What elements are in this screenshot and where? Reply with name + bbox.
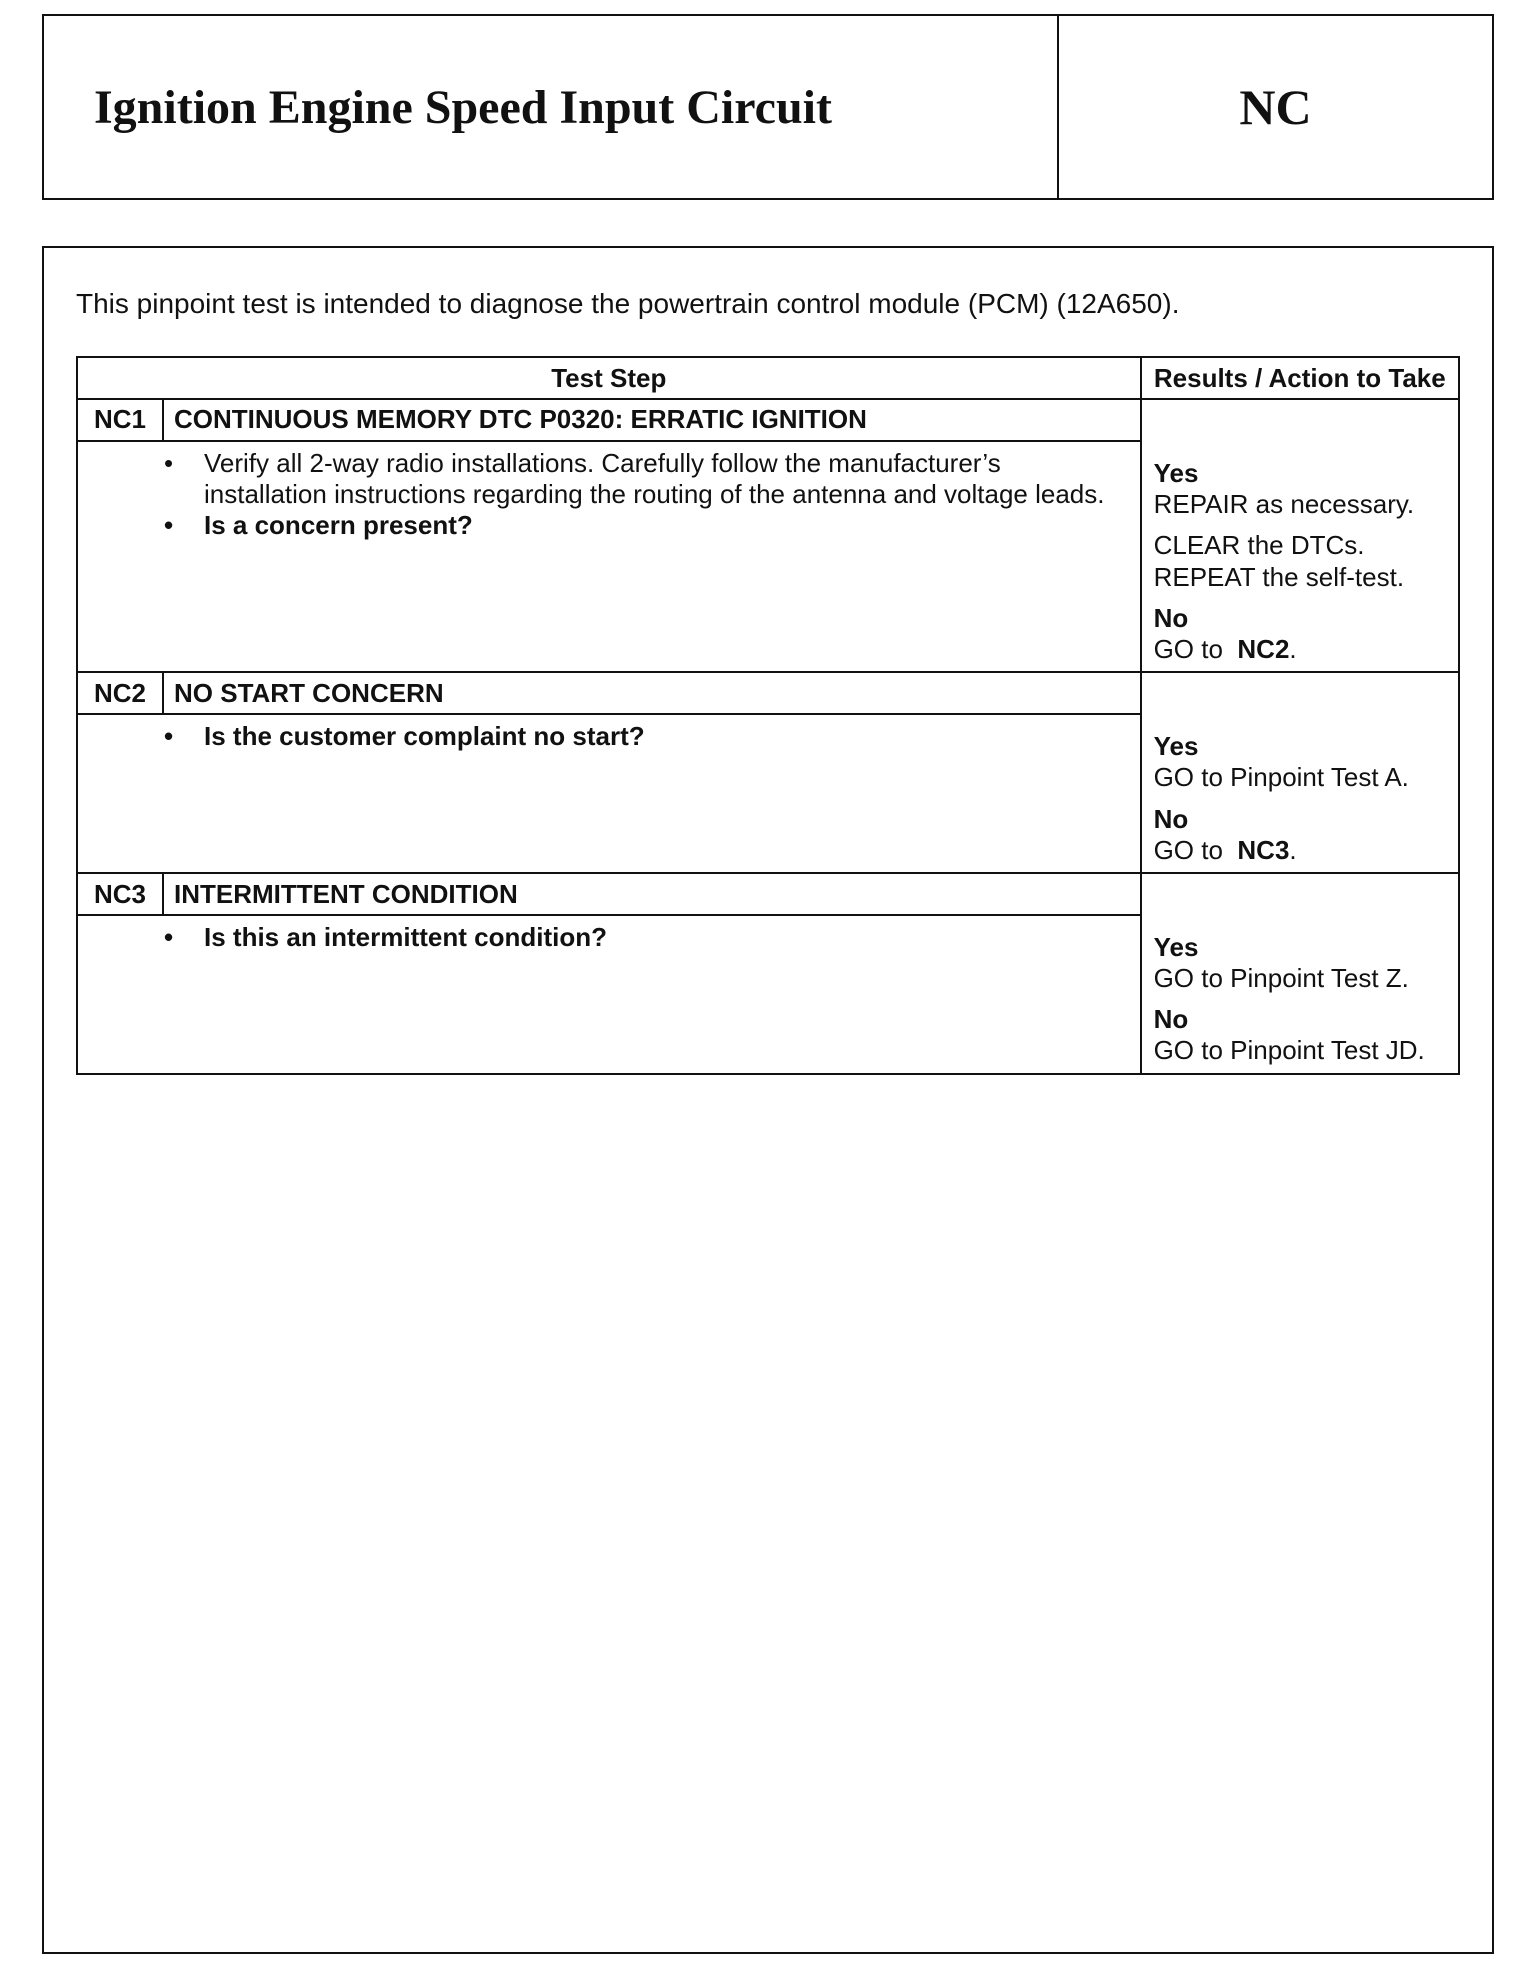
- step-question: • Is a concern present?: [158, 510, 1126, 541]
- no-label: No: [1153, 602, 1189, 633]
- step-body: [77, 714, 1141, 873]
- step-body: [77, 441, 1141, 672]
- step-results: [1141, 399, 1459, 672]
- no-action: [1154, 634, 1446, 665]
- test-step-header: Test Step: [77, 357, 1141, 399]
- step-title: CONTINUOUS MEMORY DTC P0320: ERRATIC IGNITION: [163, 399, 1141, 441]
- step-instruction: • Verify all 2-way radio installations. Carefully follow the manufacturer’s installation instructions regarding the routing of the antenna and voltage leads.: [158, 448, 1126, 510]
- yes-label: Yes: [1153, 458, 1199, 488]
- step-bullets: [158, 448, 1126, 542]
- yes-action: GO to Pinpoint Test A.: [1153, 762, 1409, 793]
- step-body: [77, 915, 1141, 1074]
- no-action-text: GO to: [1153, 834, 1223, 865]
- step-id: NC2: [77, 672, 163, 714]
- step-title-row: [77, 873, 1459, 915]
- section-code: NC: [1239, 79, 1312, 135]
- step-id: NC3: [77, 873, 163, 915]
- step-question: • Is the customer complaint no start?: [158, 721, 1126, 752]
- step-results: [1141, 672, 1459, 873]
- step-title-row: [77, 399, 1459, 441]
- no-action-end: .: [1289, 834, 1297, 865]
- no-label: No: [1153, 1004, 1189, 1035]
- step-reference: NC3: [1237, 834, 1290, 865]
- step-question: • Is this an intermittent condition?: [158, 922, 1126, 953]
- header-code-cell: [1059, 16, 1492, 198]
- yes-action: GO to Pinpoint Test Z.: [1153, 963, 1409, 994]
- test-panel: [42, 246, 1494, 1954]
- no-action-text: GO to: [1153, 633, 1223, 664]
- step-results: [1141, 873, 1459, 1074]
- step-title: NO START CONCERN: [163, 672, 1141, 714]
- intro-text: This pinpoint test is intended to diagnose the powertrain control module (PCM) (12A650).: [76, 288, 1180, 319]
- test-step-table: [76, 356, 1460, 1075]
- step-title-row: [77, 672, 1459, 714]
- table-header-row: [77, 357, 1459, 399]
- results-header: Results / Action to Take: [1141, 357, 1459, 399]
- step-id: NC1: [77, 399, 163, 441]
- no-action: [1154, 835, 1446, 866]
- step-title: INTERMITTENT CONDITION: [163, 873, 1141, 915]
- no-action: GO to Pinpoint Test JD.: [1153, 1035, 1425, 1066]
- step-bullets: [158, 922, 1126, 953]
- step-reference: NC2: [1237, 633, 1290, 664]
- yes-action: CLEAR the DTCs. REPEAT the self-test.: [1153, 530, 1405, 592]
- yes-action: REPAIR as necessary.: [1153, 489, 1415, 520]
- page-title: Ignition Engine Speed Input Circuit: [94, 80, 832, 134]
- page-header: [42, 14, 1494, 200]
- yes-label: Yes: [1153, 731, 1199, 762]
- yes-label: Yes: [1153, 931, 1199, 962]
- no-label: No: [1153, 803, 1189, 834]
- no-action-end: .: [1289, 633, 1297, 664]
- step-bullets: [158, 721, 1126, 752]
- header-title-cell: [44, 16, 1059, 198]
